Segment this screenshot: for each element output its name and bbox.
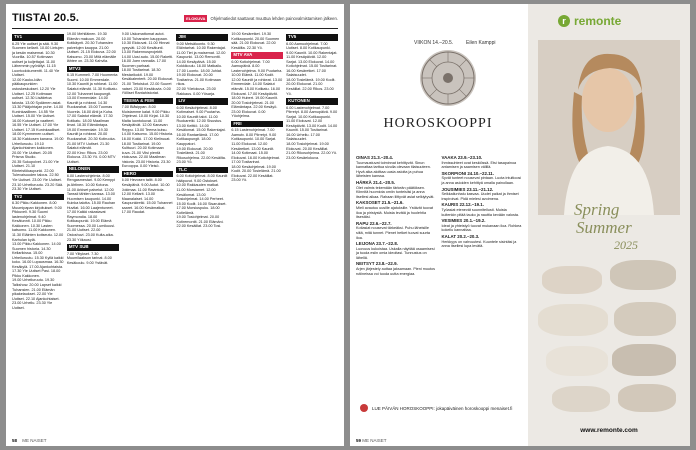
program-listing: 19.00 Tosiohjelmat. 20.00 Kotiremontit. 21.00 Elämäni. 22.00 Kesäillat. 23.00 Tosi. (176, 215, 224, 229)
zodiac-sign-text: Tuumaustuvat toiminnat kehittyvät. Sinun kannattaa tarttua sivulla olevaan tilaisuuteen. Hyvä aika aloittaa uusia asioita ja puhua läheisten kanssa. (356, 160, 431, 179)
model-photo (538, 40, 680, 215)
ad-headline-year: 2025 (614, 238, 638, 252)
zodiac-sign-text: Arjen järjestely auttaa jaksamaan. Pieni muutos rutiineissa voi tuoda uutta energiaa. (356, 267, 435, 276)
listing-notice (184, 15, 338, 22)
horoscope-author: Eilen Kamppi (466, 40, 496, 46)
channel-header: HERO (122, 171, 174, 178)
right-magazine-name: ME NAISET (362, 438, 387, 443)
channel-header: MTV3 (67, 66, 119, 73)
zodiac-sign-text: Olet valmis tekemään tärkeän päätöksen. Kiinnitä huomiota omiin tunteisiisi ja anna itsellesi aikaa. Rahaan liittyvät asiat selkiytyvät. (356, 185, 435, 199)
zodiac-sign-text: Syvät tunteet nousevat pintaan. Luota intuitioosi ja anna asioiden kehittyä omalla painollaan. (441, 176, 522, 185)
channel-header: MTV SUB (67, 244, 119, 251)
channel-columns (12, 32, 338, 434)
zodiac-sign-text: Seikkailunhalu kasvaa. Uudet paikat ja ihmiset inspiroivat. Pidä mielesi avoimena. (441, 192, 519, 201)
right-page-number: 59 (356, 438, 362, 443)
horoscope-columns (356, 154, 522, 276)
shoe-image (614, 302, 676, 336)
program-listing: 16.00 Kutoset ja vaatteet. 16.55 Yle Uutiset. 17.00 Yle Uutiset. 17.15 Kuninkaalliset. 18.00 Kymmenen uutiset. 18.30 Kakkosen kanava. 19.00 Urheiluruutu. 19.10 Ajankohtainen kakkonen. 20.00 Yle Uutiset. 20.05 Prisma Studio. (12, 118, 64, 160)
promo-star-icon (360, 404, 368, 412)
zodiac-sign-text: Työasiat etenevät suunnitellusti. Muista kuitenkin pitää tauko ja nauttia kevään valosta. (441, 207, 520, 217)
right-footer (356, 438, 387, 443)
zodiac-sign-name: HÄRKÄ 21.4.–20.5. (356, 179, 396, 185)
zodiac-sign-name: KAURIS 22.12.–19.1. (441, 202, 484, 208)
brand-url: www.remonte.com (580, 427, 638, 434)
program-listing: 6.00 Kotiohjelmat. 7.00 Aamupäivä. 8.00 Lastenohjelma. 9.00 Puutarha. 10.00 Elämä. 11.00 Kodit. 12.00 Kauniit ja rohkeat. 13.00 Emmerdale. 14.00 Salatut elämät. 15.00 Kotikatu. 16.00 Elokuvat. 17.00 Kesäpäivät. (231, 59, 283, 96)
zodiac-sign-name: VESIMIES 20.1.–19.2. (441, 218, 486, 224)
zodiac-sign-text: Mieli avautuu uusille ajatuksille. Ystävät tuovat iloa ja piristystä. Muista levätä ja huolehtia itsestäsi. (356, 205, 434, 220)
channel-header: FRII (231, 121, 283, 128)
program-listing: 9.00 Uskomattomat autot. 10.00 Tuhansien kauppaan. 10.30 Elokuvat. 11.00 Hinnat pysyvät. 12.00 Kesätunti. 13.00 Rakennusprojektit. 14.00 Uusi auto. 15.00 Raketti. 16.00 Joen rannalla. 17.00 Suomen parhaat. (121, 32, 174, 68)
program-listing: 6.30 Pikku Kakkonen. 8.00 Muumipapan kirjoitukset. 9.00 Pikkuveli. 9.30 Suomi lastenohjelmat. 9.40 Kesätunnit. 10.00 Pikku Kakkonen. 10.30 Lasten katsomo. 11.00 Kakkonen. 11.30 Eläinten kotiseutu. 12.00 Karhulan kylä. (12, 201, 64, 242)
movie-badge: ELOKUVA (186, 15, 206, 21)
program-listing: 9.00 Metsäluonto. 9.30 Eläintarhat. 10.00 Rakentajat. 11.00 Tiet ja maisemat. 12.00 Kaupunki. 13.00 Remontti. 14.00 Kesäpäivä. 15.00 Kokkikoulu. 16.00 Matkailu. 17.00 Luonto. 18.00 Juhlat. 19.00 Elokuvat. 20.00 Tositarina. 21.00 Kotimaan rikos. (176, 41, 226, 87)
notice-text: Ohjelmatiedot saattavat muuttua lehden painovalmistamisen jälkeen. (210, 15, 338, 21)
listing-column (231, 32, 283, 434)
shoe-image (546, 346, 608, 376)
zodiac-sign-text: Kotiasiat nousevat tärkeäksi. Puhu läheisille siitä, mitä tunnet. Pienet hetket tuovat suurta iloa. (356, 226, 431, 240)
channel-header: TLC (176, 167, 228, 174)
program-listing: 18.00 Hubert. 19.00 Kauniit. 20.00 Tosiohjelmat. 21.00 Elämäntapa. 22.00 Kesäyö. 23.00 Elokuvat. 0.00 Yöohjelma. (231, 96, 279, 119)
program-listing: 6.00 Lastenohjelmat. 7.00 Piirretyt. 8.00 Aamupäivä. 9.00 Sarjat. 10.00 Kotikaupunki. 11.00 Elokuvat. 12.00 Kesäpäivät. 13.00 Kodit. 14.00 Kauniit. 15.00 Tositarinat. 16.00 Urheilu. 17.00 Salaisuudet. (286, 105, 338, 142)
zodiac-sign-name: OINAS 21.3.–20.4. (356, 155, 394, 160)
program-listing: 18.00 Kesäohjelmat. 19.00 Kodit. 20.00 Tosielämä. 21.00 Elokuvat. 22.00 Kesäillat. 23.00 Yö. (231, 164, 281, 183)
channel-header: LIV (176, 98, 228, 105)
shoe-image (542, 266, 602, 294)
horoscope-column (356, 154, 437, 276)
program-listing: 18.00 Tosielämä. 19.00 Kodit. 20.00 Elokuvat. 21.00 Kesäillat. 22.00 Rikos. 23.00 Yö. (286, 77, 336, 96)
listing-column (12, 32, 64, 434)
zodiac-sign-name: RAPU 22.6.–22.7. (356, 220, 392, 226)
program-listing: 6.00 Kesäohjelmat. 8.00 Kotimaiset. 9.00 Puutarha. 10.00 Kauniit talot. 11.00 Ruokaretki. 12.00 Sisustus. 13.00 Keittiö. 14.00 Kesälomat. 15.00 Rakentajat. 16.00 Rantaelämä. 17.00 Kotikaupungit. 18.00 Kauppatori. (176, 105, 226, 147)
program-listing: 18.00 Tositarinat. 19.00 Kulttuuri. 20.00 Kotimaan kuva. 21.00 Viisi pientä elokuvaa. 22.00 Maailman historia. 23.00 Historia. 23.30 Eurooppa. 0.00 Yleisö. (121, 141, 171, 169)
program-listing: 19.00 Urheiluruutu. 19.30 Talkshow. 20.00 Lapset kaikki Tuhansien. 21.00 Elämän pikakelaukset. 22.00 Yle Uutiset. 22.10 Ajankohtaiset. 23.00 Urheilu. 23.30 Yle Uutiset. (12, 278, 62, 310)
program-listing: 18.00 Tosiohjelmat. 19.00 Elokuvat. 20.00 Kesäillat. 21.00 Rikosohjelma. 22.00 Yö. 23.00 Kesäelokuva. (286, 142, 338, 160)
channel-header: TEEMA & FEM (122, 98, 174, 105)
zodiac-sign-name: KALAT 20.2.–20.3. (441, 233, 480, 239)
zodiac-sign-name: LEIJONA 23.7.–22.8. (356, 241, 399, 247)
zodiac-sign-name: SKORPIONI 24.10.–22.11. (441, 170, 494, 176)
program-listing: 12.00 Kauko-Idän pääkaupunkien ostoskeskukset. 12.20 Yle Uutiset. 12.25 Kotimaan uutiset. 12.30 Lisätietoa talosta. 13.00 Sydämen asiat. 13.30 Pääjohtajan puhe. 14.00 Kuninkaallinen. 14.55 Yle Uutiset. 15.00 Yle Uutiset. (12, 77, 64, 119)
zodiac-sign-text: Herkkyys on vahvuutesi. Kuuntele sisintäsi ja anna itsellesi lupa levätä. (441, 239, 517, 249)
listing-column (67, 32, 119, 434)
program-listing: 6.15 Kummeli. 7.00 Huomenta Suomi. 10.00 Emmerdale. 10.30 Kauniit ja rohkeat. 11.00 Salatut elämät. 11.30 Kotikatu. 12.00 Tuhannet kaupungit. 13.00 Emmerdale. 14.00 Kauniit ja rohkeat. 14.30 Ruokarahat. 15.00 Tuomas Vuorela. 16.00 Ahti ja Kuha. (66, 73, 118, 114)
program-listing: 6.00 Hevosen tallit. 8.00 Kesäpäivä. 9.00 Autot. 10.00 Jokimaa. 11.00 Ravintola. 12.00 Kellarit. 13.00 Maanalaiset. 14.00 Kaupunkiretki. 15.00 Tuhannet saaret. 16.00 Kesämatkat. 17.00 Raudat. (121, 178, 173, 215)
listing-column (176, 32, 228, 434)
channel-header: MTV AVA (231, 52, 283, 59)
shoe-image (610, 260, 676, 290)
horoscope-column (442, 154, 523, 276)
program-listing: 19.00 Mehiläinen. 19.30 Elämän makuun. 20.00 Kotikäynti. 20.30 Tuhansien palvelujen kauppa. 21.00 Uutiset. 21.15 Elokuva. 22.00 Katsomo. 23.00 Mitä elämälle lähtee on. 23.30 Kahvila. (66, 32, 117, 64)
program-listing: 17.00 Kaikki rakastavat Raymondia. 18.00 Kotikaupunki. 19.00 Elämä Suomessa. 20.00 Lumikuusi. 21.00 Uutiset. 22.00 Ostoshuvi. 23.00 Kulta-aika. 23.30 Yökausi. (66, 210, 115, 242)
program-listing: 20.35 Sukupolvet. 21.00 Yle Uutiset. 21.10 Kiinteistökaupunki. 22.00 Tulevaisuuden talous. 22.50 Yle Uutiset. 23.00 Yle Uutiset. 23.10 Urheiluruutu. 23.20 Sää. 23.30 Yle Uutiset. (12, 159, 64, 192)
zodiac-sign-name: NEITSYT 23.8.–22.9. (356, 261, 398, 267)
program-listing: 18.00 Tositarinat. 18.30 Mestarikokit. 19.00 Kesäkalenterit. 20.00 Elokuvat. 21.00 Tietoiskut. 22.00 Suuret naiset. 23.00 Kesäkuvia. 0.00 Yölliset Rantahistoriat. (121, 68, 174, 96)
shoe-image (618, 384, 676, 412)
left-footer (12, 438, 47, 443)
program-listing: 6.00 Lastenohjelmia. 8.00 Rengasmestari. 9.00 Kemppi ja Ahtinen. 10.00 Kotona. 11.00 Arkiset palvelut. 12.00 Tanssii tähtien kanssa. 13.00 Huomisen kaupunki. 14.00 Kuinka talotta. 15.00 Rauhan Huvilat. 16.00 Laajentuneet. (66, 173, 116, 210)
horoscope-section (350, 4, 528, 446)
zodiac-sign-name: KAKSOSET 21.5.–21.6. (356, 200, 404, 206)
listing-column (122, 32, 174, 434)
horoscope-title: HOROSKOOPPI (383, 116, 493, 131)
zodiac-sign-name: JOUSIMIES 23.11.–21.12. (441, 186, 494, 192)
zodiac-sign-text: Ihmissuhteet ovat keskiössä. Etsi tasapainoa antamisen ja saamisen välillä. (441, 160, 517, 170)
zodiac-illustration (420, 50, 476, 106)
brand-logo-icon: r (558, 15, 570, 27)
channel-header: TV2 (12, 194, 64, 201)
program-listing: 6.15 Lastenohjelmat. 7.00 Aamutv. 8.00 Piirretyt. 9.00 Kotikaupunki. 10.00 Sarjat. 11.00 Elokuvat. 12.00 Kesäretket. 13.00 Kauniit. 14.00 Kotimaat. 15.00 Elokuvat. 16.00 Kotiohjelmat. 17.00 Tositarinat. (231, 128, 280, 165)
horoscope-promo (360, 404, 520, 412)
horoscope-ad-page (350, 4, 690, 446)
shoe-image (552, 386, 610, 412)
shoe-image (538, 304, 608, 336)
program-listing: 19.00 Elokuvat. 20.00 Tosielämä. 21.00 Rikosohjelma. 22.00 Kesäilta. 23.00 Yö. (176, 146, 226, 165)
page-header (12, 10, 338, 26)
zodiac-sign-text: Luovuus kukoistaa. Uskalla näyttää osaamisesi ja tuoda esiin omia ideoitasi. Tunnustus on lähellä. (356, 246, 435, 260)
zodiac-sign-name: VAAKA 23.9.–23.10. (441, 155, 483, 160)
program-listing: 6.25 Yle uutiset ja sää. 9.30 Suomen kellarit. 10.00 Lintujen ja kesän maisemat. 10.30 Vuorilla. 10.57 Kotimaan uutiset ja kuljettajat. 11.00 Lähemmin pyöräilyt. 11.15 Luontodokumentti. 11.40 Yle Uutiset. (12, 41, 64, 78)
program-listing: 7.00 Ylitykset. 7.30 Muumilaakson tarinat. 8.00 Kesäkoulu. 9.00 Ystävät. (66, 251, 112, 265)
program-listing: 6.00 Aamuohjelmat. 7.00 Uutiset. 8.00 Kotikaupunki. 9.00 Kauniit. 10.00 Rakentajat. 11.00 Kesäpäivät. 12.00 Sarjat. 13.00 Elokuvat. 14.00 Kotiohjelmat. 15.00 Tositarinat. 16.00 Kesäretket. 17.00 Salaisuudet. (286, 41, 338, 78)
promo-text: LUE PÄIVÄN HOROSKOOPPI: jokapäiväinen horoskooppi menaiset.fi (372, 405, 513, 411)
program-listing: 17.00 Salatut elämät. 17.30 Kotikatu. 18.00 Maailman ilmat. 18.30 Elämäntapa. 19.00 Emmerdale. 19.30 Kauniit ja rohkeat. 20.00 Ruokarahat. 20.30 Kotiruoka. 21.00 MTV Uutiset. 21.30 Salatut elämät. (66, 114, 116, 151)
channel-header: NELONEN (67, 166, 119, 173)
remonte-advertisement (528, 4, 690, 446)
header-rule (12, 28, 338, 29)
shoe-image (612, 344, 676, 376)
ad-headline-summer: Summer (576, 218, 632, 237)
page-number: 58 (12, 438, 18, 443)
brand-name: remonte (574, 14, 622, 28)
tv-listings-page (6, 4, 344, 446)
brand-logo (558, 14, 621, 28)
magazine-name: ME NAISET (22, 438, 47, 443)
program-listing: 22.00 Yöelokuva. 23.00 Rakkaus. 0.00 Yösarja. (176, 87, 216, 96)
listing-column (286, 32, 338, 434)
program-listing: 6.00 Kotiohjelmat. 8.00 Kauniit hääpuvut. 9.00 Ostokset. 10.00 Rakkauden matkat. 11.00 Morsiamet. 12.00 Kesälomat. 13.00 Tosiohjelmat. 14.00 Perheet. 15.00 Kodit. 16.00 Sisarukset. 17.00 Morsiuspuku. 18.00 Kotielämä. (176, 174, 228, 215)
week-label: VIIKON 14.–20.5. (414, 40, 454, 46)
program-listing: 19.00 Kesäretket. 19.30 Kotikaupunki. 20.00 Suomen sää. 21.00 Elokuvat. 22.00 Kesäilta. 22.30 Yö. (231, 32, 280, 50)
ad-headline-spring: Spring (574, 200, 620, 219)
program-listing: 13.00 Pikku Kakkonen. 14.00 Suomen historia. 14.30 Kellarikissa. 15.00 Urheiluruutu. 15.30 Kyllä kaikki koko. 16.00 Lupausmaa. 16.30 Kesäkylä. 17.00 Ajankohtaista. 17.30 Yle Uutiset Pasi. 18.00 Pikku Kakkonen. (12, 242, 64, 278)
channel-header: JIM (176, 34, 228, 41)
channel-header: TV1 (12, 34, 64, 41)
zodiac-sign-text: Ideat ja yhteistyö tuovat mukanaan iloa. Rohkea kokeilu kannattaa. (441, 223, 522, 233)
channel-header: KUTONEN (286, 98, 338, 105)
program-listing: 7.00 Blåsippan. 8.00 Muistamme kalat. 9.00 Pikku Ohjelmat. 10.00 Kirjat. 10.30 Malta luontokuvat. 11.00 Kesäpäivät. 12.00 Kanavan Reppu. 13.00 Teema kutsu. 14.00 Katsomo. 15.00 Historia. 16.00 Kokki. 17.00 Kieliruuat. (121, 105, 174, 142)
page-title: TIISTAI 20.5. (12, 12, 80, 24)
channel-header: TV5 (286, 34, 338, 41)
program-listing: 22.00 Kino: Rikos. 23.00 Elokuva. 23.30 Yö. 0.00 MTV Uutiset. (66, 150, 116, 164)
